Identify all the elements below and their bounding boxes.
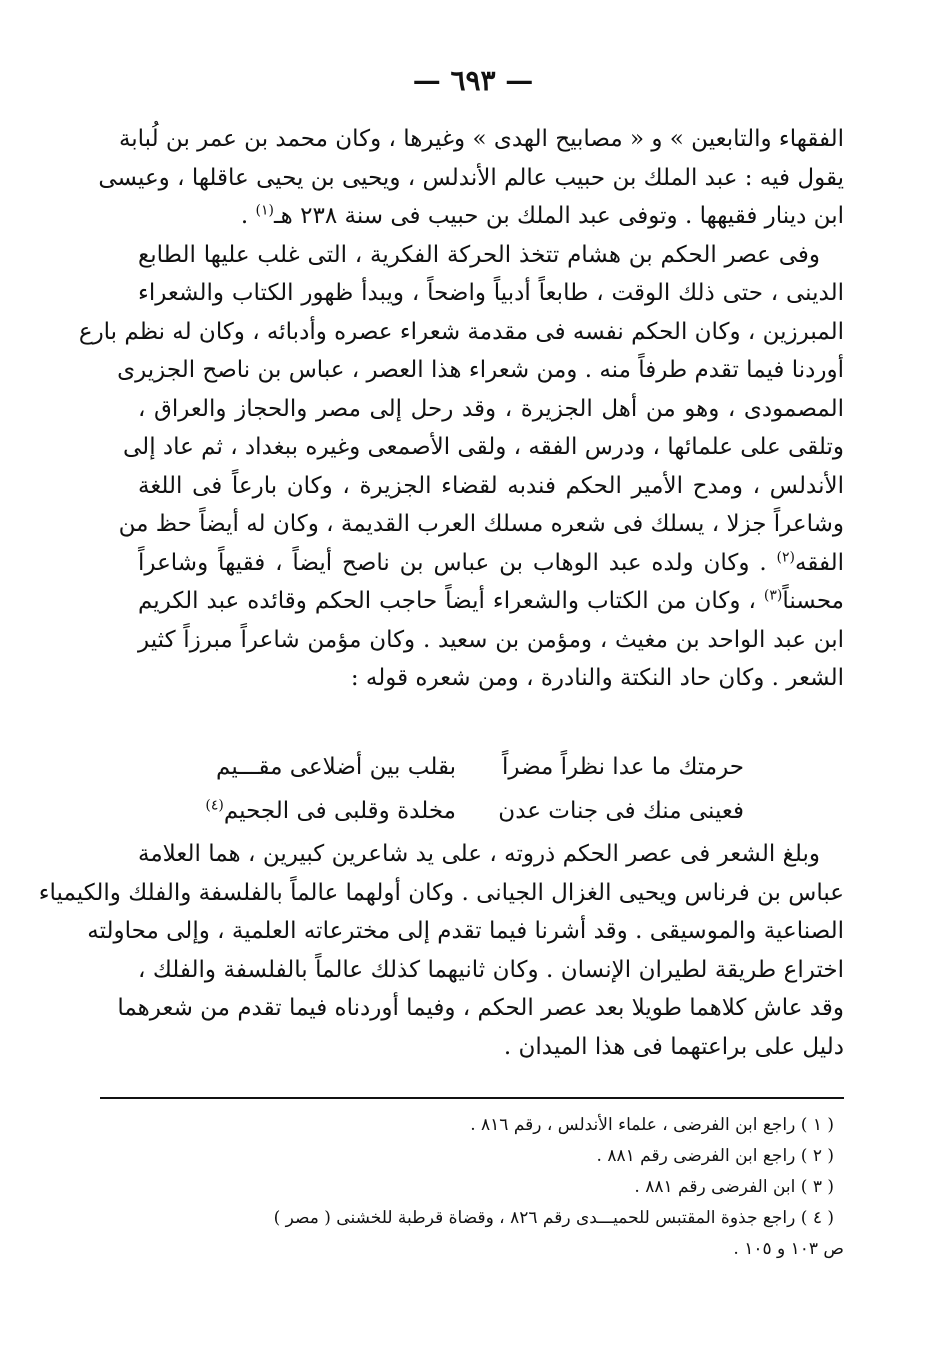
footnote-divider [100,1097,844,1099]
text-fragment: . وكان ولده عبد الوهاب بن عباس بن ناصح أيضاً ، فقيهاً وشاعراً [138,549,777,576]
text-line: دليل على براعتهما فى هذا الميدان . [503,1033,844,1060]
text-line: أوردنا فيما تقدم طرفاً منه . ومن شعراء هذا العصر ، عباس بن ناصح الجزيرى [117,357,844,383]
text-line: يقول فيه : عبد الملك بن حبيب عالم الأندلس ، ويحيى بن يحيى عاقلها ، وعيسى [98,164,844,191]
footnote-item: ( ٣ ) ابن الفرضى رقم ٨٨١ . [634,1177,834,1197]
main-text [78,120,844,698]
poem [138,745,844,833]
text-line: عباس بن فرناس ويحيى الغزال الجيانى . وكان أولهما عالماً بالفلسفة والفلك والكيمياء [38,879,844,906]
footnote-item: ( ١ ) راجع ابن الفرضى ، علماء الأندلس ، رقم ٨١٦ . [470,1115,834,1135]
text-line: وقد عاش كلاهما طويلا بعد عصر الحكم ، وفيما أوردناه فيما تقدم من شعرهما [117,995,844,1021]
text-fragment: مخلدة وقلبى فى الجحيم [223,798,456,824]
footnote-item: ( ٤ ) راجع جذوة المقتبس للحميـــدى رقم ٨٢٦ ، وقضاة قرطبة للخشنى ( مصر ) [273,1208,834,1228]
verse-hemistich: فعينى منك فى جنات عدن [498,798,744,824]
text-fragment: الفقه [795,549,844,576]
footnote-item: ( ٢ ) راجع ابن الفرضى رقم ٨٨١ . [596,1146,834,1166]
text-line: وفى عصر الحكم بن هشام تتخذ الحركة الفكرية ، التى غلب عليها الطابع [138,241,820,268]
main-text-continued [38,835,844,1066]
text-fragment: ابن دينار فقيهها . وتوفى عبد الملك بن حبيب فى سنة ٢٣٨ هـ [273,203,844,229]
verse-line [138,789,844,833]
text-line: اختراع طريقة لطيران الإنسان . وكان ثانيهما كذلك عالماً بالفلسفة والفلك ، [138,956,844,983]
text-line: وشاعراً جزلا ، يسلك فى شعره مسلك العرب القديمة ، وكان له أيضاً حظ من [118,511,844,537]
text-line [138,544,844,583]
text-line: وتلقى على علمائها ، ودرس الفقه ، ولقى الأصمعى وغيره ببغداد ، ثم عاد إلى [123,434,844,460]
footnote-ref-2: (٢) [776,548,795,565]
text-line: ابن عبد الواحد بن مغيث ، ومؤمن بن سعيد . وكان مؤمن شاعراً مبرزاً كثير [138,626,844,653]
text-fragment: . [240,203,256,229]
text-line: المصمودى ، وهو من أهل الجزيرة ، وقد رحل إلى مصر والحجاز والعراق ، [138,395,844,422]
text-line: الشعر . وكان حاد النكتة والنادرة ، ومن شعره قوله : [350,665,844,691]
verse-hemistich [205,789,456,833]
text-line: الصناعية والموسيقى . وقد أشرنا فيما تقدم إلى مخترعاته العلمية ، وإلى محاولته [87,918,844,944]
footnotes [138,1110,844,1265]
text-line [138,197,844,236]
footnote-ref-4: (٤) [205,797,224,814]
footnote-item: ص ١٠٣ و ١٠٥ . [733,1239,844,1259]
text-line: وبلغ الشعر فى عصر الحكم ذروته ، على يد شاعرين كبيرين ، هما العلامة [138,841,820,867]
footnote-ref-3: (٣) [763,587,783,604]
footnote-ref-1: (١) [255,202,274,219]
text-line [138,582,844,621]
text-fragment: ، وكان من الكتاب والشعراء أيضاً حاجب الحكم وقائده عبد الكريم [138,588,764,614]
text-fragment: محسناً [782,588,844,614]
page-number: — ٦٩٣ — [412,64,534,97]
verse-hemistich: حرمتك ما عدا نظراً مضراً [501,754,744,780]
verse-hemistich: بقلب بين أضلاعى مقـــيم [216,754,456,780]
text-line: المبرزين ، وكان الحكم نفسه فى مقدمة شعراء عصره وأدبائه ، وكان له نظم بارع [78,318,844,345]
text-line: الدينى ، حتى ذلك الوقت ، طابعاً أدبياً واضحاً ، ويبدأ ظهور الكتاب والشعراء [138,280,844,306]
text-line: الفقهاء والتابعين » و « مصابيح الهدى » وغيرها ، وكان محمد بن عمر بن لُبابة [118,126,844,152]
verse-line [138,745,844,789]
text-line: الأندلس ، ومدح الأمير الحكم فندبه لقضاء الجزيرة ، وكان بارعاً فى اللغة [138,472,844,499]
